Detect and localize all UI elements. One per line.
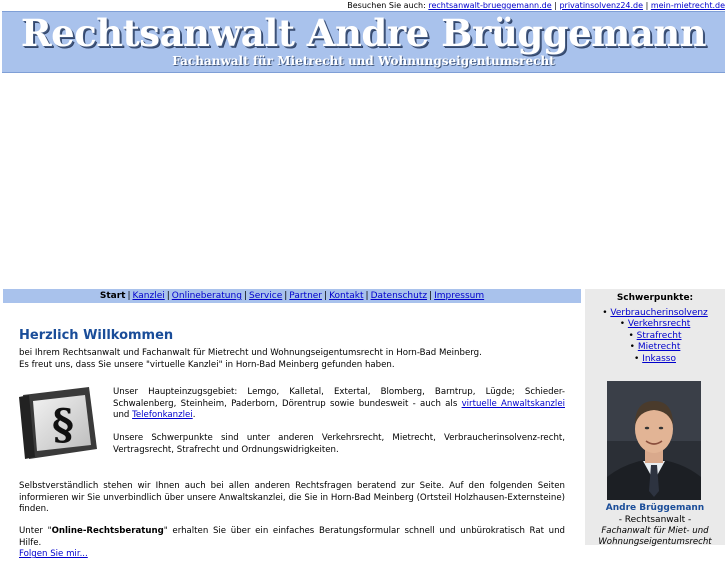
lawyer-portrait-icon [607,381,701,500]
focus-item [585,319,725,330]
intro-row [19,387,565,459]
online-advice-strong: Online-Rechtsberatung [51,525,164,536]
bullet-icon: • [619,319,625,330]
service-area-label: Unser Haupteinzugsgebiet: Lemgo, Kalletal, Extertal, Blomberg, Barntrup, Lügde; Schieder-Schwalenberg, Steinheim, Paderborn, Dörentrup sowie bundesweit - auch als [113,387,565,409]
visit-also-bar [347,0,725,11]
separator: | [429,291,433,301]
focus-link-inkasso[interactable]: Inkasso [642,353,676,364]
separator: | [324,291,328,301]
text-fragment: Unter " [19,525,52,536]
text-fragment: . [192,410,196,421]
focus-link-verkehrsrecht[interactable]: Verkehrsrecht [627,319,691,330]
bullet-icon: • [634,353,640,364]
nav-service[interactable]: Service [248,291,283,301]
focus-item [585,308,725,319]
focus-areas-text: Unsere Schwerpunkte sind unter anderen Verkehrsrecht, Mietrecht, Verbraucherinsolvenz-recht, Vertragsrecht, Strafrecht und Ordnungswidrigkeiten. [113,432,565,455]
visit-also-label: Besuchen Sie auch: [347,1,426,10]
other-legal-text: Selbstverständlich stehen wir Ihnen auch bei allen anderen Rechtsfragen beratend zur Seite. Auf den folgenden Seiten informieren wir Sie unverbindlich über unsere Anwaltskanzlei, die Sie in Horn-Bad Meinberg (Ortsteil Holzhausen-Externsteine) finden. [19,481,565,515]
focus-item [585,342,725,353]
separator: | [243,291,247,301]
paragraph-sign-logo-icon [19,387,101,459]
spacer [19,516,565,526]
intro-paragraph-2: Es freut uns, dass Sie unsere "virtuelle Kanzlei" in Horn-Bad Meinberg gefunden haben. [19,359,395,370]
separator: | [554,1,557,10]
focus-link-strafrecht[interactable]: Strafrecht [636,330,682,341]
focus-link-mietrecht[interactable]: Mietrecht [637,342,681,353]
site-title: Rechtsanwalt Andre Brüggemann [20,11,707,55]
focus-item [585,331,725,342]
intro-paragraph-1: bei Ihrem Rechtsanwalt und Fachanwalt für Mietrecht und Wohnungseigentumsrecht in Horn-Bad Meinberg. [19,348,482,358]
follow-me-link[interactable]: Folgen Sie mir... [19,549,88,560]
svg-text:§: § [52,400,74,450]
focus-list [585,308,725,365]
focus-link-verbraucherinsolvenz[interactable]: Verbraucherinsolvenz [610,308,708,318]
main-nav [3,289,581,303]
separator: | [127,291,131,301]
spacer [19,459,565,481]
text-fragment: und [113,410,133,421]
online-advice-text [19,526,565,549]
more-link-paragraph [19,549,565,561]
link-rechtsanwalt-brueggemann[interactable]: rechtsanwalt-brueggemann.de [428,1,552,10]
separator: | [645,1,649,10]
nav-kontakt[interactable]: Kontakt [329,291,364,301]
separator: | [284,291,288,301]
link-mein-mietrecht[interactable]: mein-mietrecht.de [650,1,725,10]
link-virtuelle-anwaltskanzlei[interactable]: virtuelle Anwaltskanzlei [461,398,565,409]
lawyer-name: Andre Brüggemann [605,503,705,513]
nav-partner[interactable]: Partner [289,291,323,301]
separator: | [365,291,369,301]
page-title: Herzlich Willkommen [19,328,174,343]
text-fragment: " erhalten Sie über ein einfaches Beratungsformular schnell und unbürokratisch Rat und Hilfe. [19,525,565,548]
link-telefonkanzlei[interactable]: Telefonkanzlei [132,410,193,421]
sidebar-heading: Schwerpunkte: [616,293,694,303]
separator: | [166,291,170,301]
nav-datenschutz[interactable]: Datenschutz [370,291,428,301]
main-content [19,328,565,561]
header-banner [2,11,725,73]
sidebar [585,289,725,545]
nav-kanzlei[interactable]: Kanzlei [132,291,165,301]
lawyer-specialty: Fachanwalt für Miet- und Wohnungseigentumsrecht [598,526,712,547]
lawyer-role: - Rechtsanwalt - [618,515,692,525]
bullet-icon: • [629,342,635,353]
bullet-icon: • [602,308,608,318]
nav-start[interactable]: Start [99,291,126,301]
nav-impressum[interactable]: Impressum [434,291,485,301]
nav-onlineberatung[interactable]: Onlineberatung [171,291,242,301]
bullet-icon: • [628,330,634,341]
focus-item [585,354,725,365]
intro-text [113,387,565,456]
link-privatinsolvenz24[interactable]: privatinsolvenz24.de [559,1,644,10]
service-area-text [113,387,565,422]
site-subtitle: Fachanwalt für Mietrecht und Wohnungseigentumsrecht [172,54,555,68]
